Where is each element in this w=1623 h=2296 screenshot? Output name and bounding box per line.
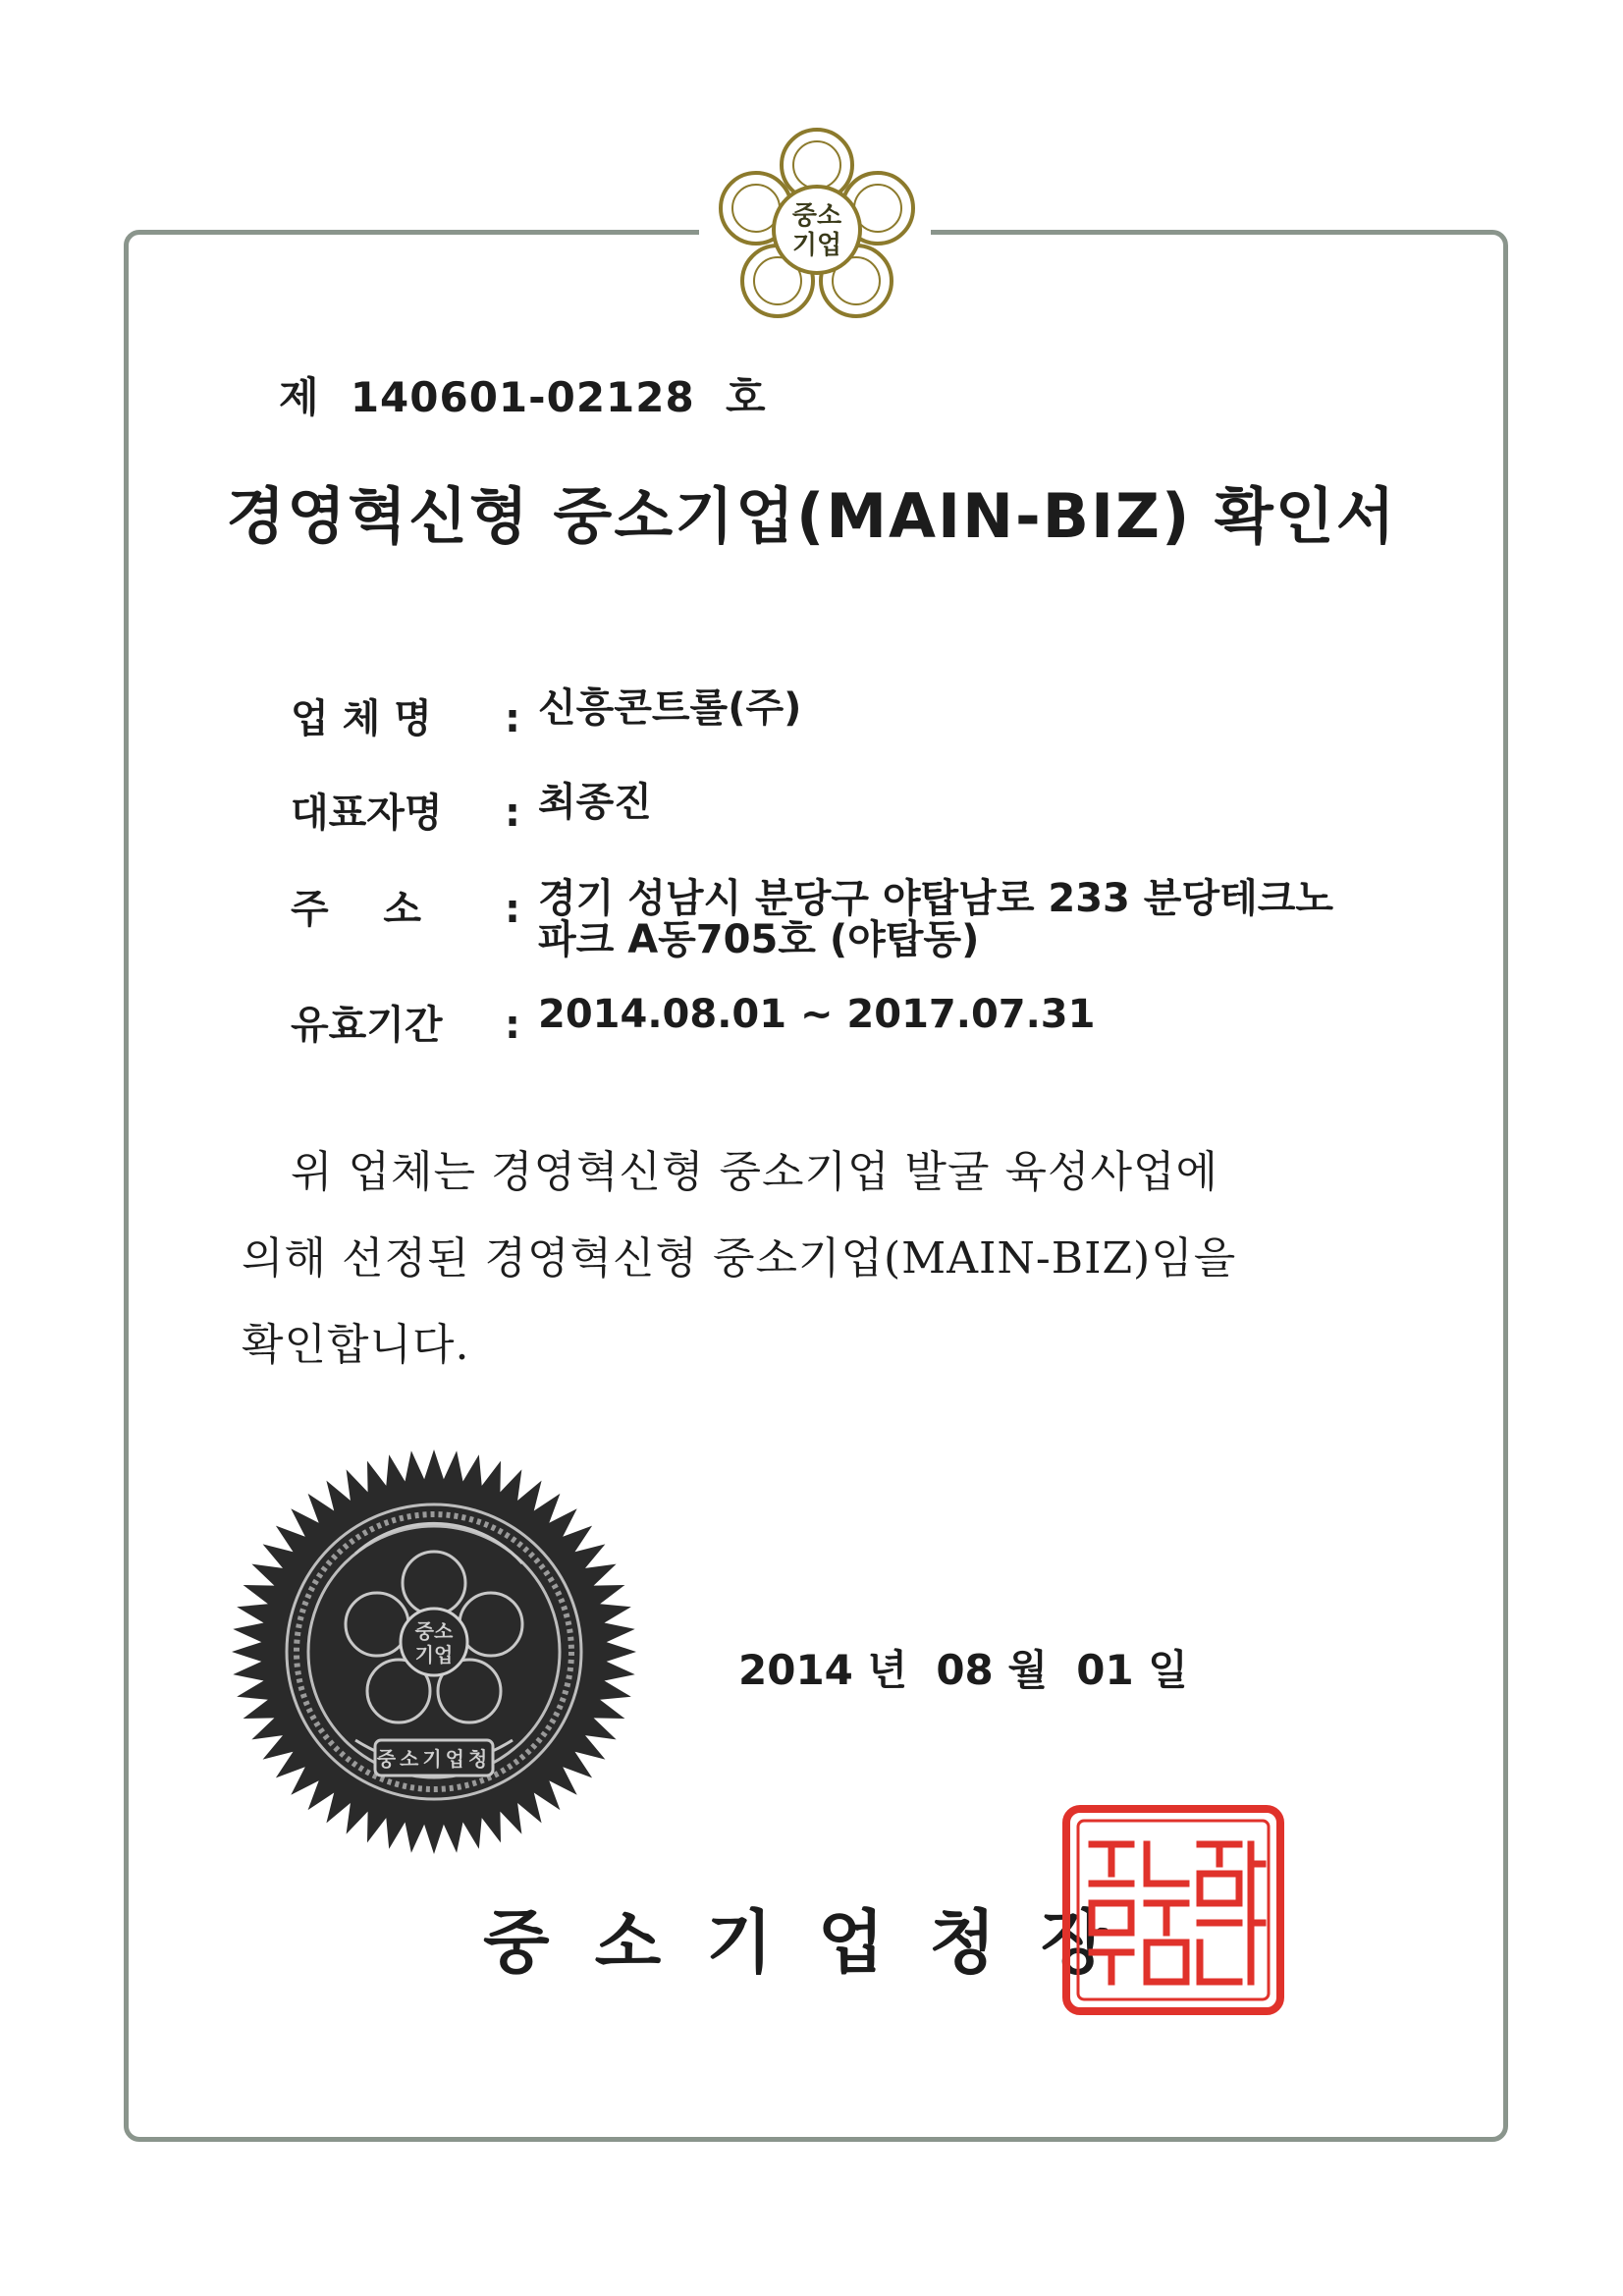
seal-center-text-2: 기업 (414, 1643, 454, 1667)
black-embossed-seal (228, 1446, 640, 1858)
field-label: 업 체 명 (291, 696, 432, 741)
field-value: 최종진 (538, 780, 652, 825)
field-company (291, 687, 1422, 743)
confirmation-text (242, 1129, 1400, 1389)
colon: : (505, 791, 520, 836)
certificate-title: 경영혁신형 중소기업(MAIN-BIZ) 확인서 (226, 480, 1397, 552)
emblem-top-text-1: 중소 (791, 201, 842, 231)
seal-ribbon-text: 중소기업청 (376, 1747, 492, 1771)
issue-date: 2014 년 08 월 01 일 (738, 1646, 1188, 1694)
body-line-3: 확인합니다. (242, 1320, 470, 1370)
colon: : (505, 1003, 520, 1048)
colon: : (505, 696, 520, 741)
colon: : (505, 887, 520, 932)
address-line-1: 경기 성남시 분당구 야탑남로 233 분당테크노 (538, 876, 1334, 921)
issuer-name: 중소기업청장 (483, 1902, 1153, 1983)
red-official-seal (1062, 1805, 1284, 2015)
field-address (291, 878, 1422, 960)
body-line-2: 의해 선정된 경영혁신형 중소기업(MAIN-BIZ)임을 (242, 1233, 1237, 1284)
address-line-2: 파크 A동705호 (야탑동) (538, 917, 980, 962)
field-label: 대표자명 (291, 791, 443, 836)
field-validity (291, 994, 1422, 1050)
field-label: 유효기간 (291, 1003, 443, 1048)
field-value: 2014.08.01 ~ 2017.07.31 (538, 992, 1096, 1037)
body-line-1: 위 업체는 경영혁신형 중소기업 발굴 육성사업에 (291, 1147, 1219, 1197)
field-label: 주 소 (291, 887, 421, 932)
certificate-number: 제 140601-02128 호 (279, 373, 767, 421)
field-representative (291, 782, 1422, 838)
emblem-top (709, 120, 925, 336)
field-value (538, 878, 1422, 960)
seal-center-text-1: 중소 (414, 1619, 454, 1643)
emblem-top-text-2: 기업 (791, 231, 842, 260)
field-value: 신흥콘트롤(주) (538, 685, 802, 731)
